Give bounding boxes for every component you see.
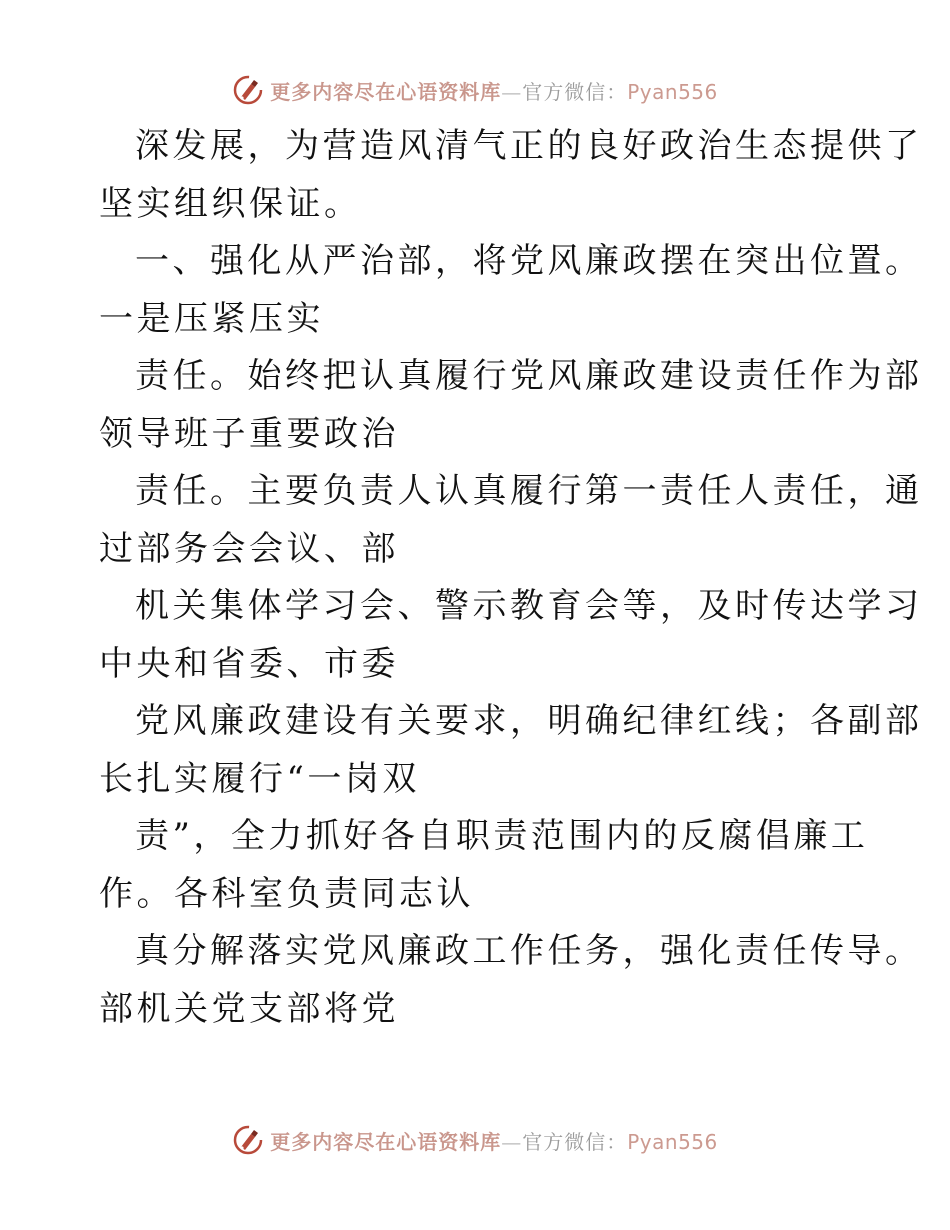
banner-main-text: 更多内容尽在心语资料库	[270, 1129, 502, 1154]
text-line: 坚实组织保证。	[99, 183, 362, 224]
banner-wechat-label: 官方微信：	[522, 79, 628, 104]
banner-content	[232, 1124, 718, 1156]
banner-wechat-label: 官方微信：	[522, 1129, 628, 1154]
text-line: 一是压紧压实	[99, 298, 324, 339]
text-line: 领导班子重要政治	[99, 413, 399, 454]
pen-swirl-logo-icon	[232, 74, 264, 106]
text-line: 一、强化从严治部，将党风廉政摆在突出位置。	[135, 241, 923, 281]
pen-swirl-logo-icon	[232, 1124, 264, 1156]
text-line: 党风廉政建设有关要求，明确纪律红线；各副部	[135, 701, 923, 741]
text-line: 部机关党支部将党	[99, 988, 399, 1029]
document-body	[99, 118, 923, 1038]
banner-dash: —	[501, 1129, 523, 1154]
text-line: 真分解落实党风廉政工作任务，强化责任传导。	[135, 931, 923, 971]
banner-content	[232, 74, 718, 106]
banner-main-text: 更多内容尽在心语资料库	[270, 79, 502, 104]
text-line: 长扎实履行“一岗双	[99, 758, 420, 799]
footer-banner	[0, 1120, 950, 1160]
text-line: 过部务会会议、部	[99, 528, 399, 569]
text-line: 深发展，为营造风清气正的良好政治生态提供了	[135, 126, 923, 166]
text-line: 责”，全力抓好各自职责范围内的反腐倡廉工	[135, 816, 869, 856]
text-line: 责任。始终把认真履行党风廉政建设责任作为部	[135, 356, 923, 396]
text-line: 责任。主要负责人认真履行第一责任人责任，通	[135, 471, 923, 511]
banner-wechat-id: Pyan556	[627, 79, 718, 104]
text-line: 中央和省委、市委	[99, 643, 399, 684]
text-line: 机关集体学习会、警示教育会等，及时传达学习	[135, 586, 923, 626]
banner-wechat-id: Pyan556	[627, 1129, 718, 1154]
header-banner	[0, 70, 950, 110]
banner-dash: —	[501, 79, 523, 104]
text-line: 作。各科室负责同志认	[99, 873, 474, 914]
